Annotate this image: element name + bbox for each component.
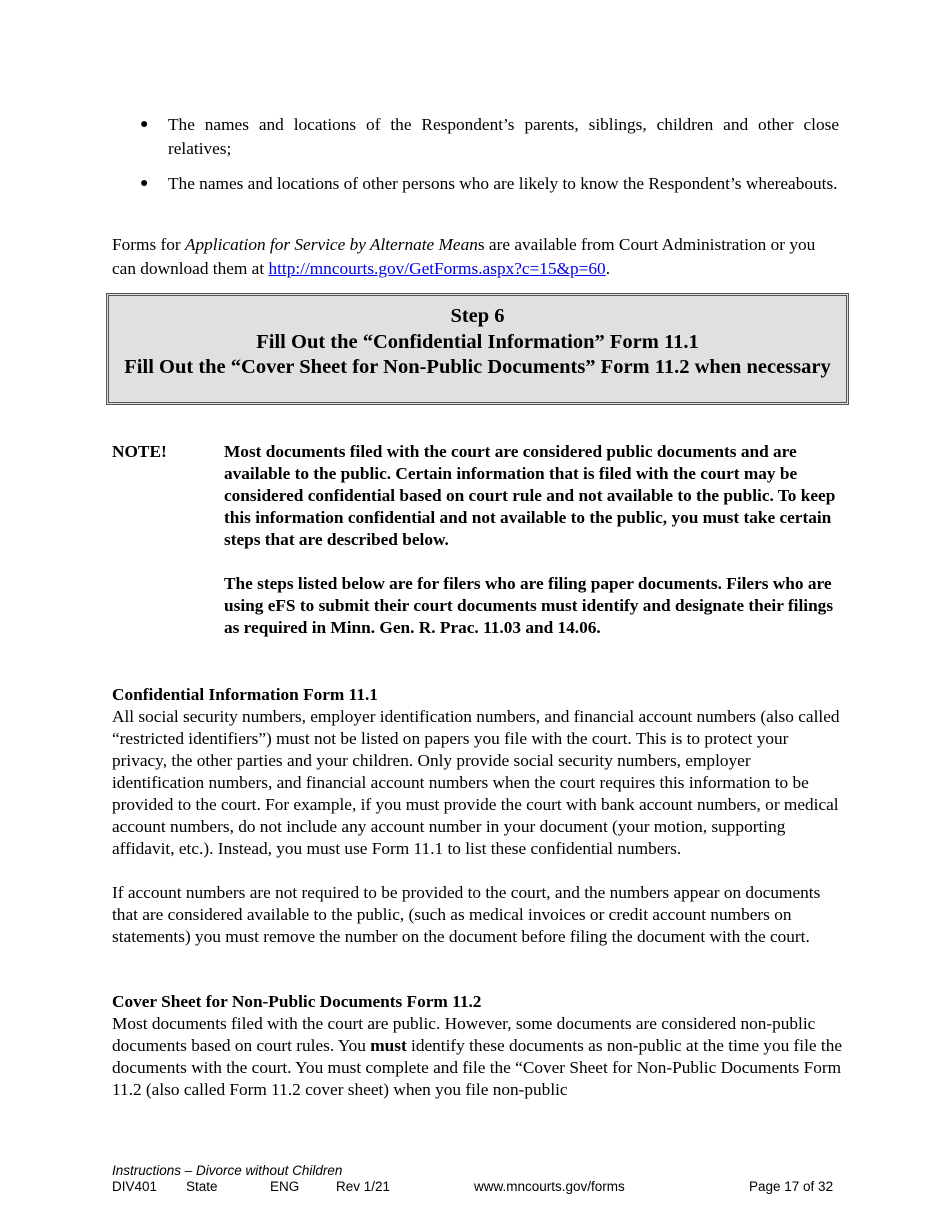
section-paragraph: Most documents filed with the court are public. However, some documents are considered non-public documents based on court rules. You must identify these documents as non-public at the time you file the documents with the court. You must complete and file the “Cover Sheet for Non-Public Documents Form 11.2 (also called Form 11.2 cover sheet) when you file non-public (112, 1014, 843, 1099)
footer-language: ENG (270, 1179, 300, 1194)
step-number: Step 6 (450, 305, 505, 327)
footer-title: Instructions – Divorce without Children (112, 1163, 343, 1178)
footer-state: State (186, 1179, 218, 1194)
note-block (112, 441, 842, 661)
section-paragraph: If account numbers are not required to be provided to the court, and the numbers appear on documents that are considered available to the public, (such as medical invoices or credit account numbers on statements) you must remove the number on the document before filing the document with the court. (112, 883, 821, 946)
footer-form-id: DIV401 (112, 1179, 158, 1194)
cover-sheet-section (112, 991, 842, 1123)
footer-revision: Rev 1/21 (336, 1179, 391, 1194)
step-title-1: Fill Out the “Confidential Information” Form 11.1 (256, 330, 699, 353)
section-paragraph: All social security numbers, employer identification numbers, and financial account numbers (also called “restricted identifiers”) must not be listed on papers you file with the court. This is to protect your privacy, the other parties and your children. Only provide social security numbers, employer identification numbers, and financial account numbers when the court requires this information to be provided to the court. For example, if you must provide the court with bank account numbers, or medical account numbers, do not include any account number in your document (your motion, supporting affidavit, etc.). Instead, you must use Form 11.1 to list these confidential numbers. (112, 707, 840, 858)
note-label: NOTE! (112, 442, 167, 461)
step-header-box (106, 293, 849, 405)
section-heading: Cover Sheet for Non-Public Documents Form 11.2 (112, 992, 482, 1011)
note-paragraph: The steps listed below are for filers who are filing paper documents. Filers who are using eFS to submit their court documents must identify and designate their filings as required in Minn. Gen. R. Prac. 11.03 and 14.06. (224, 574, 834, 637)
footer-website: www.mncourts.gov/forms (474, 1179, 625, 1194)
step-title-2: Fill Out the “Cover Sheet for Non-Public Documents” Form 11.2 when necessary (124, 356, 831, 378)
list-item (112, 172, 839, 196)
bullet-text: The names and locations of the Respondent’s parents, siblings, children and other close relatives; (168, 115, 839, 158)
bullet-icon: ● (140, 117, 149, 132)
bullet-list (112, 113, 839, 208)
forms-link[interactable]: http://mncourts.gov/GetForms.aspx?c=15&p=60 (268, 258, 606, 278)
form-title-italic: Application for Service by Alternate Mean (184, 235, 478, 254)
confidential-section (112, 684, 842, 970)
footer-page-number: Page 17 of 32 (749, 1179, 834, 1194)
bullet-icon: ● (140, 176, 149, 191)
section-heading: Confidential Information Form 11.1 (112, 685, 378, 704)
list-item (112, 113, 839, 160)
note-paragraph: Most documents filed with the court are considered public documents and are available to the public. Certain information that is filed with the court may be considered confidential based on court rule and not available to the public. To keep this information confidential and not available to the public, you must take certain steps that are described below. (224, 442, 836, 549)
forms-paragraph: Forms for Application for Service by Alternate Means are available from Court Administration or you can download them at http://mncourts.gov/GetForms.aspx?c=15&p=60. (112, 235, 816, 278)
page-footer (112, 1163, 840, 1195)
bullet-text: The names and locations of other persons who are likely to know the Respondent’s whereabouts. (168, 174, 838, 193)
